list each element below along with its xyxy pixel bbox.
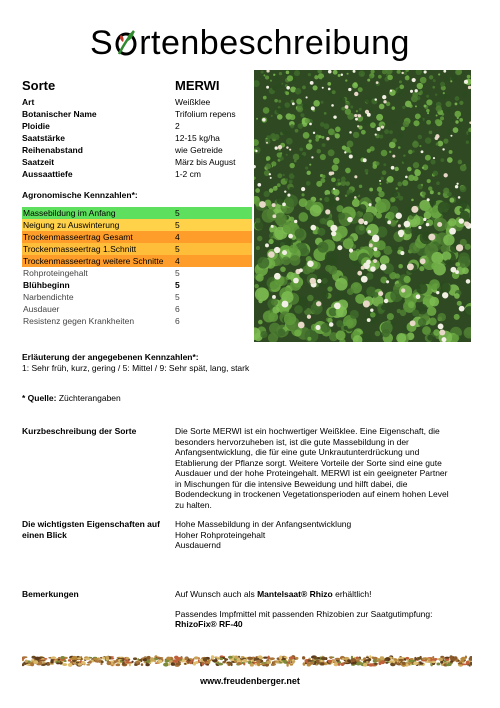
eigenschaften-list: [175, 519, 455, 551]
kennzahl-value: 5: [175, 268, 180, 278]
kennzahl-value: 5: [175, 244, 180, 254]
kennzahl-value: 6: [175, 316, 180, 326]
kennzahl-key: Massebildung im Anfang: [23, 208, 116, 218]
kennzahl-key: Blühbeginn: [23, 280, 70, 290]
prop-row: Botanischer Name Trifolium repens: [22, 109, 236, 119]
bemerkung-line-1: Auf Wunsch auch als Mantelsaat® Rhizo erhältlich!: [175, 589, 372, 599]
kennzahl-value: 5: [175, 208, 180, 218]
kennzahl-row: [22, 219, 252, 231]
rhizofix-product: RhizoFix® RF-40: [175, 619, 243, 629]
prop-row: Aussaattiefe 1-2 cm: [22, 169, 201, 179]
kurz-label: Kurzbeschreibung der Sorte: [22, 426, 137, 436]
explain-title: Erläuterung der angegebenen Kennzahlen*:: [22, 352, 199, 362]
clover-field-photo: [254, 70, 471, 342]
eigenschaft-item: Hoher Rohproteingehalt: [175, 529, 266, 540]
agro-title: Agronomische Kennzahlen*:: [22, 190, 138, 200]
kennzahl-key: Ausdauer: [23, 304, 60, 314]
kennzahl-value: 5: [175, 292, 180, 302]
bemerkungen-label: Bemerkungen: [22, 589, 79, 599]
eigenschaft-item: Ausdauernd: [175, 540, 221, 550]
mantelsaat-product: Mantelsaat® Rhizo: [257, 589, 333, 599]
quelle-line: [22, 393, 121, 403]
kennzahl-value: 4: [175, 232, 180, 242]
clover-image: [254, 70, 471, 342]
prop-row: Ploidie 2: [22, 121, 180, 131]
kennzahl-value: 5: [175, 220, 180, 230]
prop-row: Saatzeit März bis August: [22, 157, 236, 167]
kennzahl-key: Neigung zu Auswinterung: [23, 220, 120, 230]
kennzahl-row: [22, 267, 252, 279]
kennzahl-row: [22, 279, 252, 291]
sorte-label: Sorte: [22, 78, 56, 93]
kennzahl-row: [22, 291, 252, 303]
kennzahl-key: Trockenmasseertrag 1.Schnitt: [23, 244, 137, 254]
kennzahl-key: Trockenmasseertrag weitere Schnitte: [23, 256, 164, 266]
kurz-text: Die Sorte MERWI ist ein hochwertiger Weißklee. Eine Eigenschaft, die besonders hervorzuheben ist, ist die gute Massebildung in der Anfangsentwicklung, die für eine gute Unkrautunterdrückung und Etablierung der Pflanze sorgt. Weitere Vorteile der Sorte sind eine gute Ausdauer und der hohe Proteingehalt. MERWI ist ein geeigneter Partner in Mischungen für die intensive Beweidung und hilft dabei, die Bodendeckung in trockenen Vegetationsperioden auf einem hohen Level zu halten.: [175, 426, 449, 510]
kennzahl-row: [22, 315, 252, 327]
bemerkungen-text: [175, 589, 455, 630]
kennzahl-key: Resistenz gegen Krankheiten: [23, 316, 135, 326]
kennzahl-row: [22, 231, 252, 243]
bemerkung-line-2: Passendes Impfmittel mit passenden Rhizobien zur Saatgutimpfung:: [175, 608, 433, 619]
kennzahl-value: 4: [175, 256, 180, 266]
kennzahl-row: [22, 303, 252, 315]
footer-url[interactable]: www.freudenberger.net: [200, 676, 300, 686]
properties-table: [22, 96, 252, 180]
title-suffix: rtenbeschreibung: [139, 23, 410, 62]
eigenschaft-item: Hohe Massebildung in der Anfangsentwicklung: [175, 519, 352, 529]
kennzahl-key: Narbendichte: [23, 292, 74, 302]
page-title: [0, 22, 500, 63]
kennzahl-key: Rohproteingehalt: [23, 268, 88, 278]
kennzahl-row: [22, 207, 252, 219]
prop-row: Art Weißklee: [22, 97, 211, 107]
sorte-value: MERWI: [175, 78, 220, 93]
kennzahl-key: Trockenmasseertrag Gesamt: [23, 232, 133, 242]
quelle-label: * Quelle:: [22, 393, 57, 403]
kennzahl-value: 6: [175, 304, 180, 314]
explain-text: 1: Sehr früh, kurz, gering / 5: Mittel / 9: Sehr spät, lang, stark: [22, 363, 250, 373]
kennzahl-value: 5: [175, 280, 180, 290]
leaf-o-logo-icon: [114, 28, 138, 58]
title-prefix: S: [90, 23, 114, 62]
prop-row: Saatstärke 12-15 kg/ha: [22, 133, 220, 143]
eigenschaften-label: Die wichtigsten Eigenschaften auf einen Blick: [22, 519, 160, 540]
kennzahl-row: [22, 243, 252, 255]
kennzahl-row: [22, 255, 252, 267]
kennzahlen-table: [22, 207, 252, 327]
seed-strip-image: [22, 655, 472, 667]
prop-row: Reihenabstand wie Getreide: [22, 145, 223, 155]
quelle-value: Züchterangaben: [58, 393, 121, 403]
